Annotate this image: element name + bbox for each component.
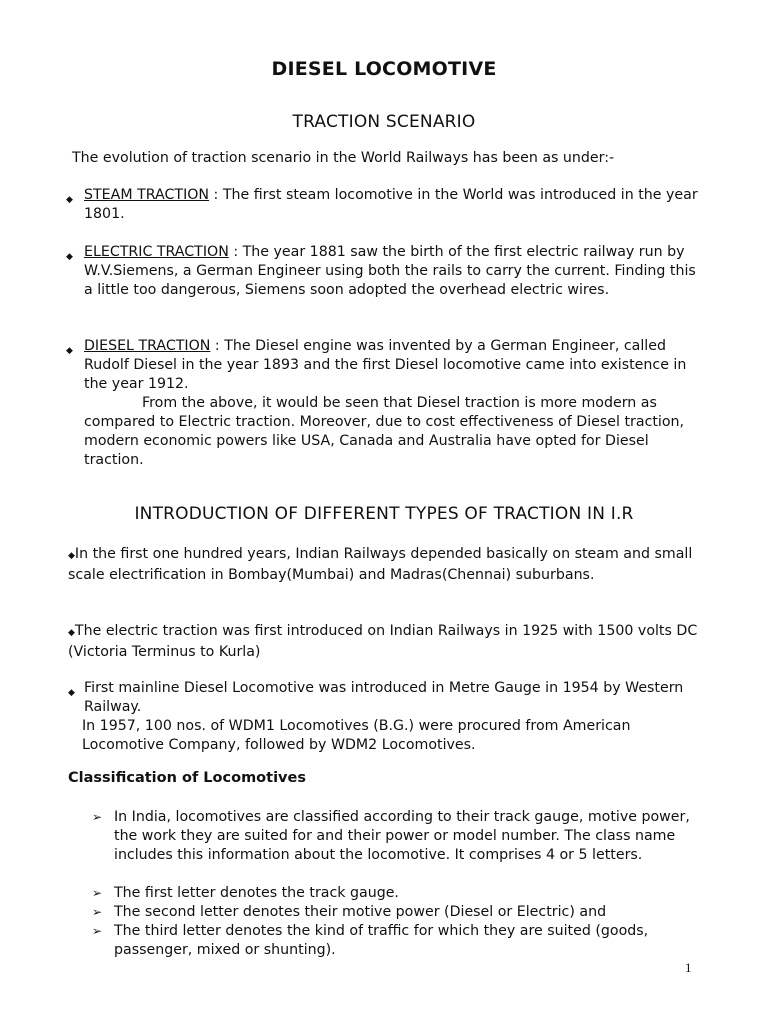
classification-item: ➢ The first letter denotes the track gauge. [92, 885, 399, 901]
bullet-text: : The first steam locomotive in the World was introduced in the year 1801. [84, 187, 698, 222]
paragraph-first-hundred-years: ◆In the first one hundred years, Indian Railways depended basically on steam and small scale electrification in Bombay(Mumbai) and Madras(Chennai) suburbans. [68, 546, 693, 583]
conclusion-paragraph: From the above, it would be seen that Diesel traction is more modern as compared to Electric traction. Moreover, due to cost effectiveness of Diesel traction, modern economic powers like USA, Canada and Australia have opted for Diesel traction. [84, 395, 685, 468]
classification-item: ➢ The third letter denotes the kind of traffic for which they are suited (goods, passenger, mixed or shunting). [92, 923, 649, 958]
classification-heading: Classification of Locomotives [68, 770, 306, 786]
arrow-bullet-icon: ➢ [92, 810, 103, 824]
page-number: 1 [685, 960, 692, 975]
arrow-bullet-icon: ➢ [92, 924, 103, 938]
diamond-bullet-icon: ◆ [66, 252, 73, 262]
document-title: DIESEL LOCOMOTIVE [271, 58, 497, 80]
paragraph-mainline-diesel: ◆ First mainline Diesel Locomotive was introduced in Metre Gauge in 1954 by Western Railway. In 1957, 100 nos. of WDM1 Locomotives (B.G.) were procured from American Locomotive Company, followed by WDM2 Locomotives. [68, 679, 708, 755]
bullet-steam-traction [66, 186, 706, 224]
section-title-traction-scenario: TRACTION SCENARIO [292, 112, 476, 132]
diamond-bullet-icon: ◆ [66, 346, 73, 356]
diamond-bullet-icon: ◆ [66, 195, 73, 205]
diamond-bullet-icon: ◆ [68, 688, 75, 698]
paragraph-electric-1925: ◆The electric traction was first introduced on Indian Railways in 1925 with 1500 volts DC (Victoria Terminus to Kurla) [68, 623, 698, 660]
bullet-text: : The year 1881 saw the birth of the first electric railway run by W.V.Siemens, a German Engineer using both the rails to carry the current. Finding this a little too dangerous, Siemens soon adopted the overhead electric wires. [84, 244, 696, 298]
arrow-bullet-icon: ➢ [92, 886, 103, 900]
bullet-label: ELECTRIC TRACTION [84, 244, 229, 260]
paragraph-wdm: In 1957, 100 nos. of WDM1 Locomotives (B.G.) were procured from American Locomotive Company, followed by WDM2 Locomotives. [82, 718, 631, 753]
bullet-electric-traction [66, 243, 706, 300]
classification-item: ➢ The second letter denotes their motive power (Diesel or Electric) and [92, 904, 607, 920]
bullet-diesel-traction [66, 337, 706, 470]
diamond-bullet-icon: ◆ [68, 551, 75, 561]
section-title-introduction: INTRODUCTION OF DIFFERENT TYPES OF TRACTION IN I.R [134, 504, 634, 524]
bullet-label: STEAM TRACTION [84, 187, 210, 203]
bullet-label: DIESEL TRACTION [84, 338, 211, 354]
arrow-bullet-icon: ➢ [92, 905, 103, 919]
diamond-bullet-icon: ◆ [68, 628, 75, 638]
bullet-text: : The Diesel engine was invented by a German Engineer, called Rudolf Diesel in the year 1893 and the first Diesel locomotive came into existence in the year 1912. [84, 338, 687, 392]
intro-paragraph: The evolution of traction scenario in the World Railways has been as under:- [72, 150, 615, 166]
classification-item: ➢ In India, locomotives are classified according to their track gauge, motive power, the work they are suited for and their power or model number. The class name includes this information about the locomotive. It comprises 4 or 5 letters. [92, 809, 690, 863]
